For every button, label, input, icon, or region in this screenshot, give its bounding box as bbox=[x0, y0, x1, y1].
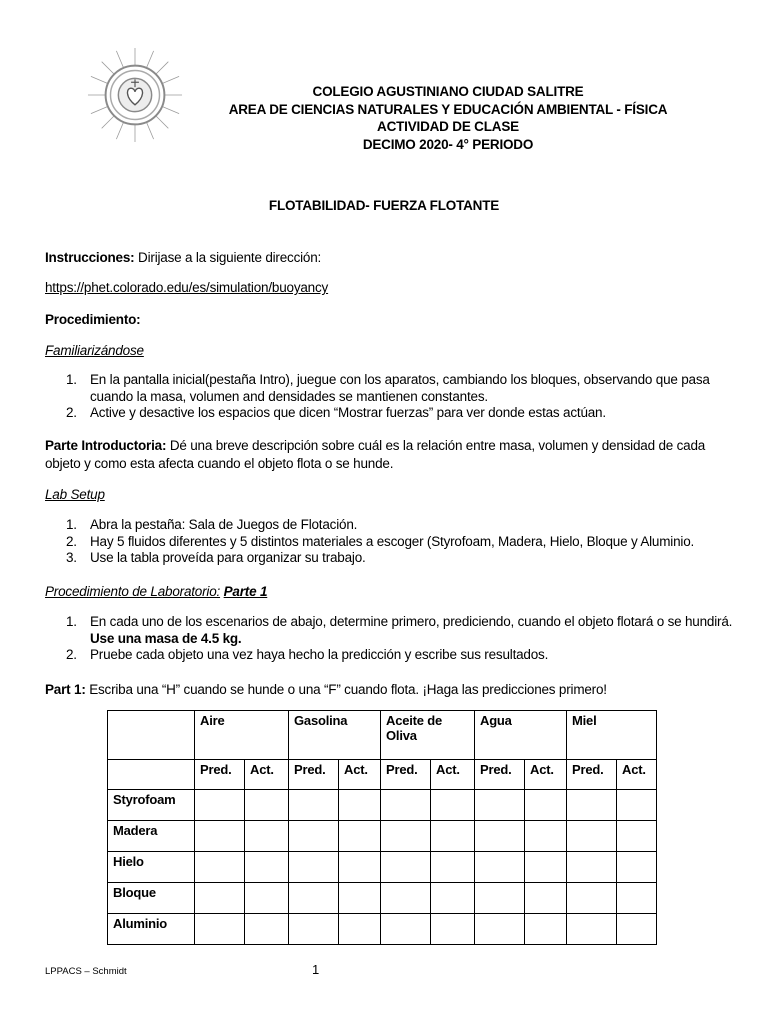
act-header: Act. bbox=[339, 760, 381, 790]
lab-procedure-label: Procedimiento de Laboratorio: bbox=[45, 584, 221, 599]
mass-note: Use una masa de 4.5 kg. bbox=[90, 630, 242, 646]
list-text: Use la tabla proveída para organizar su trabajo. bbox=[90, 550, 366, 565]
answer-cell[interactable] bbox=[381, 883, 431, 914]
answer-cell[interactable] bbox=[195, 821, 245, 852]
header-line: AREA DE CIENCIAS NATURALES Y EDUCACIÓN AMBIENTAL - FÍSICA bbox=[228, 101, 668, 117]
lab-procedure-part: Parte 1 bbox=[223, 584, 268, 599]
answer-cell[interactable] bbox=[289, 821, 339, 852]
document-title: FLOTABILIDAD- FUERZA FLOTANTE bbox=[268, 198, 500, 213]
list-item bbox=[66, 517, 750, 534]
instructions-line bbox=[45, 249, 321, 267]
fluid-header: Agua bbox=[475, 711, 567, 760]
list-text: Pruebe cada objeto una vez haya hecho la predicción y escribe sus resultados. bbox=[90, 647, 549, 662]
list-text: Active y desactive los espacios que dicen “Mostrar fuerzas” para ver donde estas actúan. bbox=[90, 405, 606, 420]
procedimiento-heading: Procedimiento: bbox=[45, 312, 141, 327]
answer-cell[interactable] bbox=[289, 914, 339, 945]
lab-setup-heading: Lab Setup bbox=[45, 487, 105, 502]
material-cell: Hielo bbox=[108, 852, 195, 883]
fluid-header: Miel bbox=[567, 711, 657, 760]
answer-cell[interactable] bbox=[195, 914, 245, 945]
parte-introductoria bbox=[45, 437, 725, 473]
answer-cell[interactable] bbox=[617, 883, 657, 914]
list-number: 1. bbox=[66, 614, 77, 629]
list-number: 2. bbox=[66, 405, 77, 420]
answer-cell[interactable] bbox=[567, 821, 617, 852]
list-item bbox=[66, 372, 750, 405]
list-number: 3. bbox=[66, 550, 77, 565]
pred-header: Pred. bbox=[381, 760, 431, 790]
part1-label: Part 1: bbox=[45, 682, 86, 697]
answer-cell[interactable] bbox=[475, 790, 525, 821]
list-number: 1. bbox=[66, 517, 77, 532]
part1-text: Escriba una “H” cuando se hunde o una “F” cuando flota. ¡Haga las predicciones primero! bbox=[89, 682, 607, 697]
pred-header: Pred. bbox=[195, 760, 245, 790]
table-row bbox=[108, 914, 657, 945]
answer-cell[interactable] bbox=[475, 883, 525, 914]
list-item bbox=[66, 405, 750, 422]
list-number: 2. bbox=[66, 533, 77, 549]
answer-cell[interactable] bbox=[195, 883, 245, 914]
answer-cell[interactable] bbox=[339, 790, 381, 821]
answer-cell[interactable] bbox=[617, 852, 657, 883]
table-cell bbox=[108, 760, 195, 790]
familiarizandose-heading: Familiarizándose bbox=[45, 343, 144, 358]
instructions-label: Instrucciones: bbox=[45, 250, 135, 265]
table-row bbox=[108, 790, 657, 821]
answer-cell[interactable] bbox=[289, 883, 339, 914]
fluid-header: Aire bbox=[195, 711, 289, 760]
answer-cell[interactable] bbox=[339, 821, 381, 852]
lab-setup-list bbox=[66, 517, 750, 567]
material-cell: Styrofoam bbox=[108, 790, 195, 821]
act-header: Act. bbox=[431, 760, 475, 790]
answer-cell[interactable] bbox=[567, 883, 617, 914]
answer-cell[interactable] bbox=[431, 883, 475, 914]
answer-cell[interactable] bbox=[431, 790, 475, 821]
answer-cell[interactable] bbox=[289, 852, 339, 883]
footer-author: LPPACS – Schmidt bbox=[45, 966, 127, 977]
instructions-text: Dirijase a la siguiente dirección: bbox=[138, 250, 322, 265]
answer-cell[interactable] bbox=[475, 914, 525, 945]
part1-instruction bbox=[45, 681, 607, 699]
table-row bbox=[108, 883, 657, 914]
answer-cell[interactable] bbox=[525, 852, 567, 883]
table-header-row bbox=[108, 711, 657, 760]
answer-cell[interactable] bbox=[617, 821, 657, 852]
table-row bbox=[108, 821, 657, 852]
header-line: ACTIVIDAD DE CLASE bbox=[377, 119, 519, 134]
table-corner-cell bbox=[108, 711, 195, 760]
answer-cell[interactable] bbox=[381, 790, 431, 821]
parte-intro-text: Dé una breve descripción sobre cuál es la relación entre masa, volumen y densidad de cada objeto y como esta afecta cuando el objeto flota o se hunde. bbox=[45, 438, 706, 471]
table-subheader-row bbox=[108, 760, 657, 790]
list-text: Hay 5 fluidos diferentes y 5 distintos materiales a escoger (Styrofoam, Madera, Hielo, Bloque y Aluminio. bbox=[90, 533, 695, 549]
table-row bbox=[108, 852, 657, 883]
material-cell: Madera bbox=[108, 821, 195, 852]
list-item bbox=[66, 647, 750, 664]
answer-cell[interactable] bbox=[525, 790, 567, 821]
answer-cell[interactable] bbox=[245, 790, 289, 821]
answer-cell[interactable] bbox=[381, 914, 431, 945]
fluid-header: Gasolina bbox=[289, 711, 381, 760]
answer-cell[interactable] bbox=[381, 821, 431, 852]
lab-procedure-list bbox=[66, 614, 750, 664]
answer-cell[interactable] bbox=[475, 821, 525, 852]
answer-cell[interactable] bbox=[525, 914, 567, 945]
answer-cell[interactable] bbox=[339, 883, 381, 914]
parte-intro-label: Parte Introductoria: bbox=[45, 438, 167, 453]
list-text: En cada uno de los escenarios de abajo, determine primero, prediciendo, cuando el objeto flotará o se hundirá. bbox=[90, 614, 733, 629]
results-table bbox=[107, 710, 657, 945]
list-number: 2. bbox=[66, 647, 77, 662]
act-header: Act. bbox=[617, 760, 657, 790]
answer-cell[interactable] bbox=[431, 852, 475, 883]
school-seal-icon bbox=[86, 46, 184, 144]
school-header bbox=[200, 83, 696, 153]
page-number: 1 bbox=[312, 962, 320, 977]
answer-cell[interactable] bbox=[245, 852, 289, 883]
answer-cell[interactable] bbox=[525, 883, 567, 914]
answer-cell[interactable] bbox=[381, 852, 431, 883]
answer-cell[interactable] bbox=[245, 914, 289, 945]
list-item bbox=[66, 550, 750, 567]
list-text: En la pantalla inicial(pestaña Intro), juegue con los aparatos, cambiando los bloques, observando que pasa cuando la masa, volumen and densidades se mantienen constantes. bbox=[90, 372, 710, 404]
answer-cell[interactable] bbox=[567, 852, 617, 883]
list-item bbox=[66, 534, 750, 551]
answer-cell[interactable] bbox=[567, 914, 617, 945]
familiarizandose-list bbox=[66, 372, 750, 422]
answer-cell[interactable] bbox=[339, 852, 381, 883]
list-text: Abra la pestaña: Sala de Juegos de Flotación. bbox=[90, 517, 358, 532]
fluid-header: Aceite de Oliva bbox=[381, 711, 475, 760]
pred-header: Pred. bbox=[567, 760, 617, 790]
pred-header: Pred. bbox=[289, 760, 339, 790]
pred-header: Pred. bbox=[475, 760, 525, 790]
lab-procedure-heading bbox=[45, 583, 267, 601]
material-cell: Bloque bbox=[108, 883, 195, 914]
answer-cell[interactable] bbox=[431, 821, 475, 852]
answer-cell[interactable] bbox=[617, 790, 657, 821]
header-line: DECIMO 2020- 4° PERIODO bbox=[362, 136, 534, 152]
answer-cell[interactable] bbox=[289, 790, 339, 821]
answer-cell[interactable] bbox=[339, 914, 381, 945]
answer-cell[interactable] bbox=[245, 821, 289, 852]
answer-cell[interactable] bbox=[195, 790, 245, 821]
answer-cell[interactable] bbox=[245, 883, 289, 914]
act-header: Act. bbox=[245, 760, 289, 790]
act-header: Act. bbox=[525, 760, 567, 790]
answer-cell[interactable] bbox=[525, 821, 567, 852]
header-line: COLEGIO AGUSTINIANO CIUDAD SALITRE bbox=[312, 84, 584, 99]
list-number: 1. bbox=[66, 372, 77, 387]
answer-cell[interactable] bbox=[431, 914, 475, 945]
answer-cell[interactable] bbox=[617, 914, 657, 945]
answer-cell[interactable] bbox=[195, 852, 245, 883]
simulation-link[interactable]: https://phet.colorado.edu/es/simulation/buoyancy bbox=[45, 280, 329, 295]
list-item bbox=[66, 614, 750, 647]
answer-cell[interactable] bbox=[475, 852, 525, 883]
answer-cell[interactable] bbox=[567, 790, 617, 821]
material-cell: Aluminio bbox=[108, 914, 195, 945]
